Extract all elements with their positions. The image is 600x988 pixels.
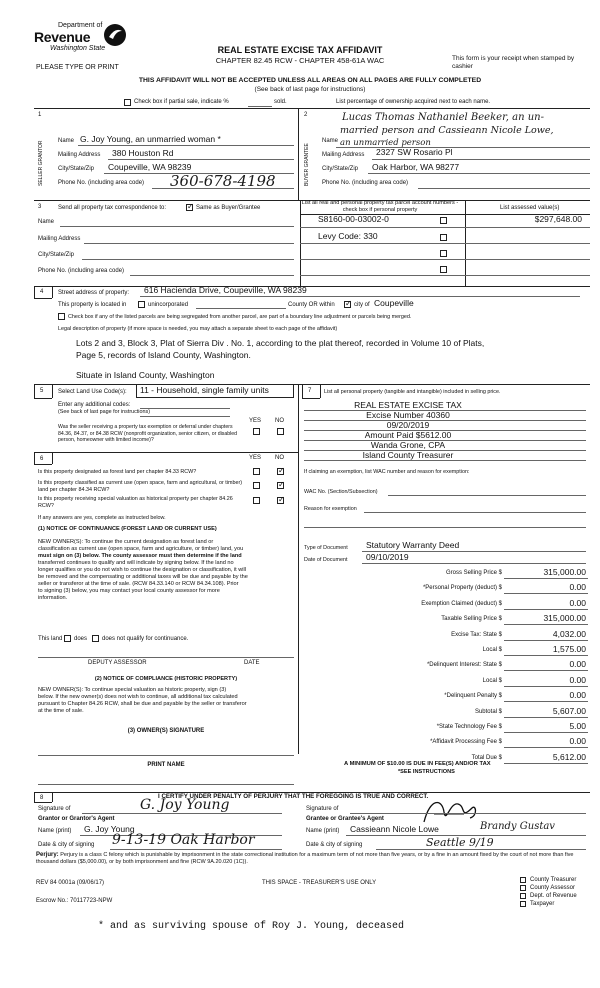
buyer-city-label: City/State/Zip [322, 166, 359, 172]
tax-row-label: Exemption Claimed (deduct) $ [421, 600, 502, 607]
seller-address-label: Mailing Address [58, 152, 101, 158]
copy-checkbox[interactable] [520, 893, 526, 899]
unincorporated-checkbox[interactable] [138, 301, 145, 308]
partial-pct-line [248, 106, 272, 107]
tax-row-label: *Delinquent Penalty $ [444, 693, 502, 700]
stamp-line6: Island County Treasurer [362, 450, 454, 460]
form-subtitle: CHAPTER 82.45 RCW - CHAPTER 458-61A WAC [215, 56, 385, 65]
top-rule [34, 108, 590, 109]
logo-state-line: Washington State [50, 45, 106, 52]
parcel-list-header: List all real and personal property tax parcel account numbers - check box if personal property [301, 200, 459, 213]
doc-date-label: Date of Document [304, 557, 348, 563]
levy-code: Levy Code: 330 [318, 231, 378, 241]
seller-city: Coupeville, WA 98239 [108, 162, 192, 172]
notice1-line7: seller or transferor at the time of sale. (RCW 84.33.140 or RCW 84.34.108). Prior [38, 581, 239, 587]
buyer-name-label: Name [322, 138, 339, 144]
sec1-number: 1 [38, 112, 42, 118]
tax-row-rule [504, 686, 588, 687]
please-type-note: PLEASE TYPE OR PRINT [36, 64, 119, 71]
grantor-signature: G. Joy Young [140, 797, 230, 813]
grantee-extra-signer: Brandy Gustav [480, 821, 555, 832]
additional-codes-label: Enter any additional codes: [58, 402, 131, 408]
seller-side-label: SELLER GRANTOR [38, 140, 44, 186]
grantor-agent-label: Grantor or Grantor's Agent [38, 816, 115, 822]
tax-row-rule [504, 701, 588, 702]
stamp-line2: Excise Number 40360 [366, 410, 450, 420]
tax-row-value: 0.00 [569, 597, 586, 608]
current-use-question: Is this property classified as current use (open space, farm and agricultural, or timber) land per chapter 84.34 RCW? [38, 480, 243, 493]
buyer-address-label: Mailing Address [322, 152, 365, 158]
tax-row-label: Excise Tax: State $ [451, 631, 502, 638]
dor-logo [36, 18, 136, 66]
tax-row-value: 315,000.00 [543, 567, 586, 577]
perjury-note [36, 852, 590, 866]
assessed-header: List assessed value(s) [500, 205, 560, 211]
form-title: REAL ESTATE EXCISE TAX AFFIDAVIT [217, 45, 383, 55]
buyer-name-line2: married person and Cassieann Nicole Lowe, [340, 125, 554, 136]
tax-row-rule [504, 609, 588, 610]
grantee-date-city-label: Date & city of signing [306, 842, 363, 848]
seller-name-label: Name [58, 138, 75, 144]
notice1-line8: to signing (3) below, you may contact your local county assessor for more [38, 588, 220, 594]
doc-type-label: Type of Document [304, 545, 348, 551]
copy-checkbox[interactable] [520, 901, 526, 907]
tax-row-value: 0.00 [569, 582, 586, 593]
land-does-not-checkbox[interactable] [92, 635, 99, 642]
personal-property-label: List all personal property (tangible and intangible) included in selling price. [324, 389, 501, 395]
tax-row-label: *State Technology Fee $ [436, 724, 502, 730]
seller-phone-label: Phone No. (including area code) [58, 180, 145, 186]
buyer-name-line1: Lucas Thomas Nathaniel Beeker, an un- [342, 112, 544, 123]
seller-exempt-no[interactable] [277, 428, 284, 435]
tax-row-value: 0.00 [569, 674, 586, 685]
sec8-number: 8 [40, 795, 44, 801]
no-header-2: NO [275, 455, 284, 461]
tax-row-value: 0.00 [569, 659, 586, 670]
buyer-name-line3: an unmarried person [340, 138, 431, 148]
grantee-agent-label: Grantee or Grantee's Agent [306, 816, 384, 822]
notice2-line1: NEW OWNER(S): To continue special valuation as historic property, sign (3) [38, 687, 227, 693]
grantee-print-name: Cassieann Nicole Lowe [350, 824, 439, 834]
parcel-number: S8160-00-03002-0 [318, 214, 389, 224]
same-as-buyer-label: Same as Buyer/Grantee [196, 205, 261, 211]
assessed-value: $297,648.00 [534, 214, 582, 224]
grantor-name-label: Name (print) [38, 828, 72, 834]
notice1-line5: longer qualifies or you do not wish to continue the designation or classification, it will [38, 567, 247, 573]
land-does-label: does [74, 636, 88, 642]
yes-header-1: YES [249, 418, 262, 424]
tax-row-rule [504, 578, 588, 579]
minimum-fee-note: A MINIMUM OF $10.00 IS DUE IN FEE(S) AND/OR TAX [344, 761, 491, 767]
street-label: Street address of property: [58, 290, 130, 296]
doc-date: 09/10/2019 [366, 552, 409, 562]
wac-label: WAC No. (Section/Subsection) [304, 489, 378, 495]
notice2-line2: below. If the new owner(s) does not wish to continue, all additional tax calculated [38, 694, 238, 700]
city-of-label: city of [354, 302, 370, 308]
see-back-5: (See back of last page for instructions) [58, 409, 150, 415]
s3-phone-label: Phone No. (including area code) [38, 268, 125, 274]
rev-number: REV 84 0001a (09/06/17) [36, 880, 105, 886]
sec3-number: 3 [38, 204, 42, 210]
historic-yes[interactable] [253, 497, 260, 504]
tax-row-rule [504, 593, 588, 594]
doc-type: Statutory Warranty Deed [366, 540, 460, 550]
tax-row-value: 5.00 [569, 721, 586, 731]
tax-row-value: 0.00 [569, 690, 586, 701]
copy-checkbox[interactable] [520, 885, 526, 891]
parcel1-personal-checkbox[interactable] [440, 217, 447, 224]
buyer-address: 2327 SW Rosario Pl [376, 147, 453, 157]
same-as-buyer-checkbox[interactable] [186, 204, 193, 211]
sec4-number: 4 [40, 289, 44, 295]
notice1-line9: information. [38, 595, 68, 601]
stamp-line3: 09/20/2019 [386, 420, 430, 430]
grantor-sig-label: Signature of [38, 806, 71, 812]
legal-label: Legal description of property (if more space is needed, you may attach a separate sheet to each page of the affidavit) [58, 326, 338, 332]
sec6-number: 6 [40, 456, 44, 462]
grantor-date-city-label: Date & city of signing [38, 842, 95, 848]
buyer-side-label: BUYER GRANTEE [304, 143, 310, 186]
partial-sold-label: sold. [274, 99, 287, 105]
tax-row-label: *Personal Property (deduct) $ [422, 585, 502, 592]
notice2-header: (2) NOTICE OF COMPLIANCE (HISTORIC PROPERTY) [94, 676, 238, 682]
tax-row-rule [504, 717, 588, 718]
historic-question: Is this property receiving special valuation as historical property per chapter 84.26 RCW? [38, 496, 233, 509]
grantee-sig-label: Signature of [306, 806, 339, 812]
copy-label: Dept. of Revenue [530, 893, 577, 899]
logo-swoosh-icon [102, 22, 128, 48]
escrow-number: Escrow No.: 70117723-NPW [36, 898, 113, 904]
land-does-not-label: does not qualify for continuance. [102, 636, 189, 642]
tax-row-rule [504, 747, 588, 748]
tax-row-label: Subtotal $ [474, 708, 502, 715]
tax-row-rule [504, 640, 588, 641]
stamp-line4: Amount Paid $5612.00 [364, 430, 452, 440]
copy-label: County Assessor [530, 885, 576, 891]
deputy-date-label: DATE [244, 660, 260, 666]
buyer-city: Oak Harbor, WA 98277 [372, 162, 460, 172]
tax-row-rule [504, 763, 588, 764]
tax-row-value: 5,607.00 [552, 705, 586, 716]
warning-line: THIS AFFIDAVIT WILL NOT BE ACCEPTED UNLESS ALL AREAS ON ALL PAGES ARE FULLY COMPLETED [138, 77, 482, 84]
legal-description-line2: Page 5, records of Island County, Washington. [76, 350, 251, 360]
copy-label: County Treasurer [530, 877, 577, 883]
historic-no[interactable] [277, 497, 284, 504]
partial-sale-label: Check box if partial sale, indicate % [134, 99, 229, 105]
current-use-no[interactable] [277, 482, 284, 489]
logo-revenue-word: Revenue [34, 29, 91, 45]
forest-yes[interactable] [253, 468, 260, 475]
segregation-checkbox[interactable] [58, 313, 65, 320]
grantor-date-city: 9-13-19 Oak Harbor [112, 832, 255, 848]
copy-label: Taxpayer [530, 901, 555, 907]
yes-header-2: YES [249, 455, 262, 461]
land-use-code: 11 - Household, single family units [140, 385, 269, 395]
sec2-number: 2 [304, 112, 308, 118]
situate-line: Situate in Island County, Washington [76, 370, 215, 380]
seller-exempt-yes[interactable] [253, 428, 260, 435]
notice1-line4: transferred continues to qualify and will indicate by signing below. If the land no [38, 560, 234, 566]
forest-no[interactable] [277, 468, 284, 475]
tax-row-rule [504, 732, 588, 733]
tax-row-label: *Delinquent Interest: State $ [426, 662, 502, 669]
treasurer-only: THIS SPACE - TREASURER'S USE ONLY [262, 880, 377, 886]
sec12-divider [298, 108, 299, 200]
seller-name: G. Joy Young, an unmarried woman * [80, 134, 221, 144]
tax-row-label: *Affidavit Processing Fee $ [430, 739, 502, 746]
tax-row-value: 1,575.00 [552, 644, 586, 654]
legal-description-line1: Lots 2 and 3, Block 3, Plat of Sierra Div . No. 1, according to the plat thereof, recorded in Volume 10 of Plats, [76, 338, 485, 348]
receipt-note: This form is your receipt when stamped by cashier [452, 55, 575, 70]
print-name-label: PRINT NAME [147, 762, 185, 768]
owner-signature-label: (3) OWNER(S) SIGNATURE [127, 728, 205, 734]
county-or-within-label: County OR within [288, 302, 335, 308]
notice1-line2: classification as current use (open space, farm and agriculture, or timber) land, you [38, 546, 244, 552]
grantor-print-name: G. Joy Young [84, 824, 135, 834]
parcel4-personal-checkbox[interactable] [440, 266, 447, 273]
seller-city-label: City/State/Zip [58, 166, 95, 172]
ownership-note: List percentage of ownership acquired next to each name. [336, 99, 491, 105]
sec7-number: 7 [308, 388, 312, 394]
send-correspondence-label: Send all property tax correspondence to: [58, 205, 167, 211]
located-label: This property is located in [58, 302, 127, 308]
parcel2-personal-checkbox[interactable] [440, 234, 447, 241]
deputy-assessor-label: DEPUTY ASSESSOR [88, 660, 147, 666]
notice1-line6: be removed and the compensating or additional taxes will be due and payable by the [38, 574, 248, 580]
segregation-note: Check box if any of the listed parcels are being segregated from another parcel, are part of a boundary line adjustment or parcels being merged. [68, 314, 412, 320]
tax-row-label: Gross Selling Price $ [445, 570, 502, 576]
perjury-bold: Perjury: [36, 852, 59, 858]
seller-exempt-question: Was the seller receiving a property tax exemption or deferral under chapters 84.36, 84.37, or 84.38 RCW (nonprofit organization, senior citizen, or disabled person, homeowner with limited income)? [58, 424, 238, 443]
tax-row-rule [504, 670, 588, 671]
forest-question: Is this property designated as forest land per chapter 84.33 RCW? [38, 469, 197, 475]
city-of-checkbox[interactable] [344, 301, 351, 308]
current-use-yes[interactable] [253, 482, 260, 489]
footnote: * and as surviving spouse of Roy J. Young, deceased [98, 921, 405, 932]
tax-row-label: Local $ [482, 677, 502, 684]
notice2-line3: pursuant to Chapter 84.26 RCW, shall be due and payable by the seller or transferor [38, 701, 247, 707]
grantee-name-label: Name (print) [306, 828, 340, 834]
notice1-line3: must sign on (3) below. The county assessor must then determine if the land [38, 553, 242, 559]
any-yes-note: If any answers are yes, complete as instructed below. [38, 515, 166, 521]
tax-row-value: 0.00 [569, 736, 586, 747]
tax-row-value: 5,612.00 [552, 751, 586, 762]
sec5-number: 5 [40, 388, 44, 394]
certify-statement: I CERTIFY UNDER PENALTY OF PERJURY THAT THE FOREGOING IS TRUE AND CORRECT. [158, 793, 429, 800]
partial-sale-checkbox[interactable] [124, 99, 131, 106]
tax-row-label: Local $ [482, 647, 502, 653]
this-land-label: This land [38, 636, 63, 642]
grantee-date-city: Seattle 9/19 [426, 836, 494, 849]
buyer-phone-label: Phone No. (including area code) [322, 180, 409, 186]
tax-row-rule [504, 624, 588, 625]
s3-city-label: City/State/Zip [38, 252, 75, 258]
see-back-note: (See back of last page for instructions) [254, 86, 366, 93]
land-use-label: Select Land Use Code(s): [58, 389, 127, 395]
notice1-line1: NEW OWNER(S): To continue the current designation as forest land or [38, 539, 214, 545]
stamp-line5: Wanda Grone, CPA [370, 440, 446, 450]
s3-address-label: Mailing Address [38, 236, 81, 242]
land-does-checkbox[interactable] [64, 635, 71, 642]
property-city: Coupeville [374, 298, 414, 308]
seller-address: 380 Houston Rd [112, 148, 174, 158]
see-instructions-note: *SEE INSTRUCTIONS [398, 769, 455, 775]
tax-row-label: Total Due $ [471, 754, 502, 761]
grantee-signature-scribble [420, 794, 480, 828]
no-header-1: NO [275, 418, 284, 424]
tax-row-label: Taxable Selling Price $ [441, 616, 502, 623]
stamp-line1: REAL ESTATE EXCISE TAX [354, 400, 462, 410]
reason-label: Reason for exemption [304, 506, 357, 512]
seller-phone: 360-678-4198 [170, 172, 276, 190]
parcel3-personal-checkbox[interactable] [440, 250, 447, 257]
tax-row-value: 315,000.00 [543, 613, 586, 624]
logo-dept-line: Department of [58, 22, 103, 29]
notice2-line4: at the time of sale. [38, 708, 84, 714]
copy-checkbox[interactable] [520, 877, 526, 883]
s3-name-label: Name [38, 219, 55, 225]
notice1-header: (1) NOTICE OF CONTINUANCE (FOREST LAND OR CURRENT USE) [38, 526, 217, 532]
tax-row-value: 4,032.00 [552, 628, 586, 639]
perjury-text: Perjury is a class C felony which is punishable by imprisonment in the state correctional institution for a maximum term of not more than five years, or by a fine in an amount fixed by the court of not more than five thousand dollars ($5,000.00), or by both imprisonment and fine (RCW 9A.20.020 (1C)). [36, 852, 574, 865]
tax-row-rule [504, 655, 588, 656]
exemption-claim-label: If claiming an exemption, list WAC number and reason for exemption: [304, 469, 470, 475]
sec5-7-divider [298, 384, 299, 754]
unincorporated-label: unincorporated [148, 302, 189, 308]
street-address: 616 Hacienda Drive, Coupeville, WA 98239 [144, 285, 307, 295]
